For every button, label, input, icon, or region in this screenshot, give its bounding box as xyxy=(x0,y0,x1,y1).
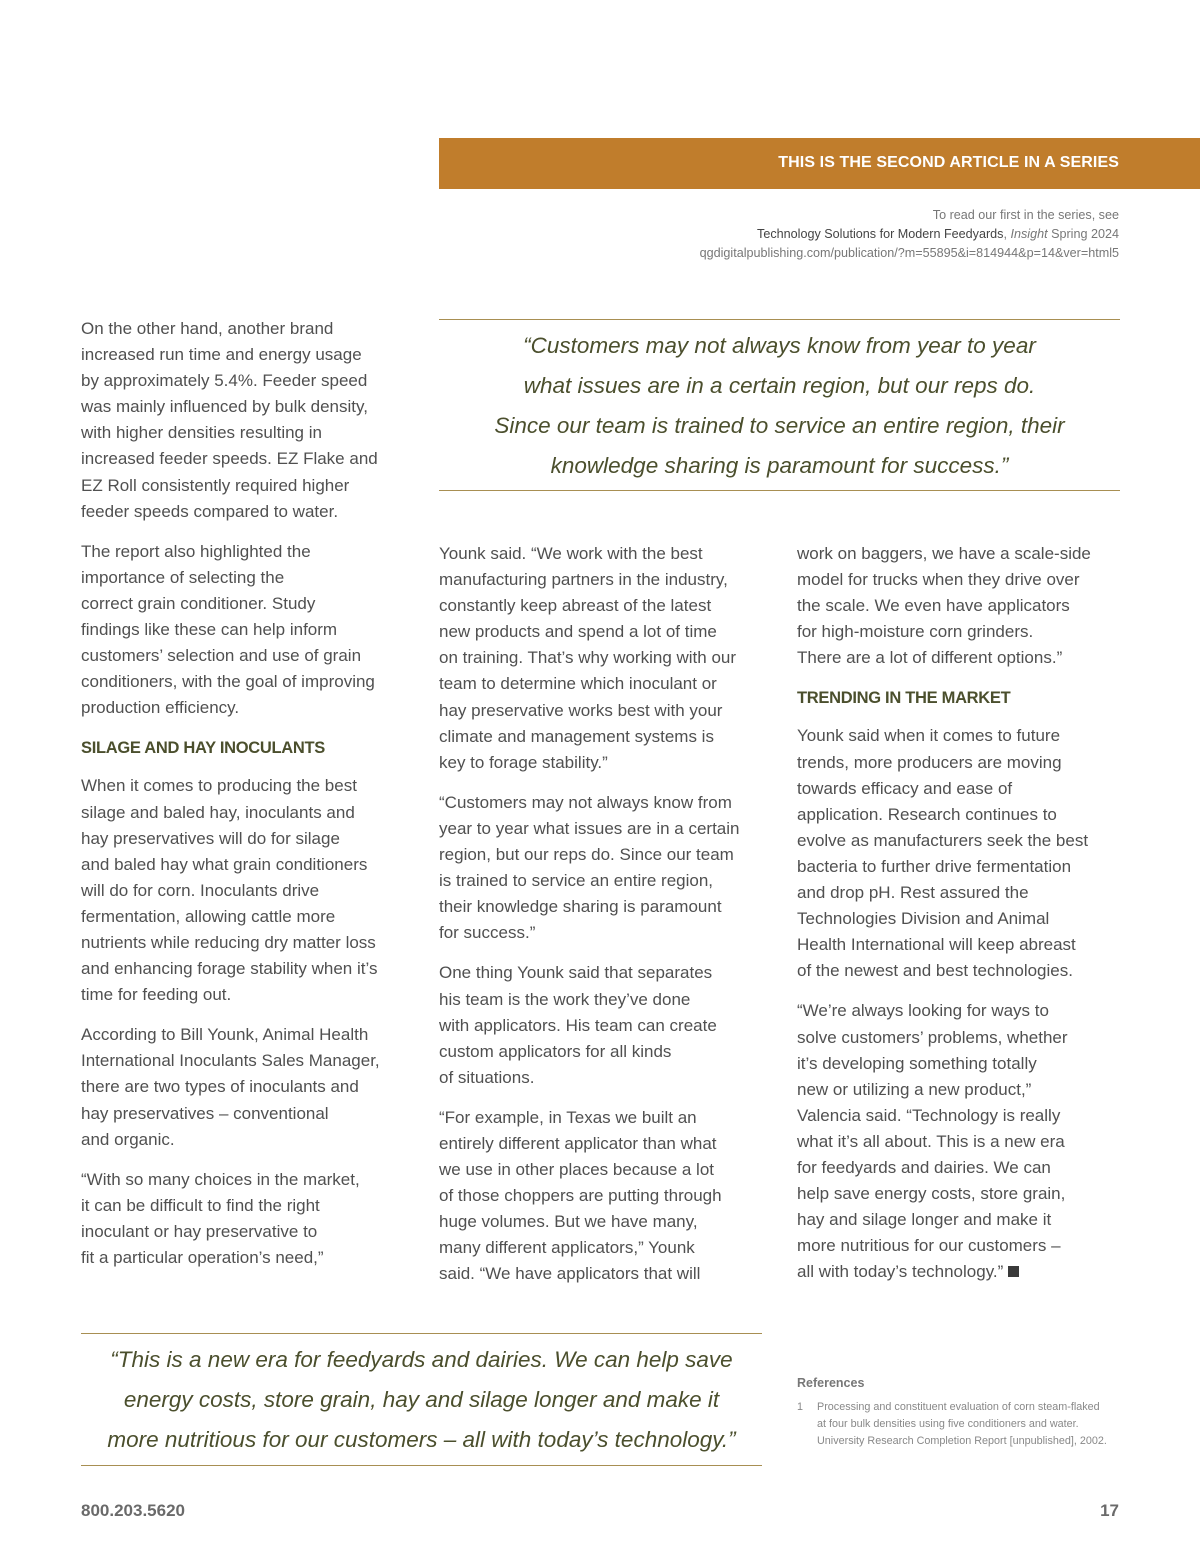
text-line: his team is the work they’ve done xyxy=(439,989,691,1009)
text-line: application. Research continues to xyxy=(797,804,1057,824)
text-line: There are a lot of different options.” xyxy=(797,648,1063,668)
text-line: On the other hand, another brand xyxy=(81,319,334,338)
section-heading-trending: TRENDING IN THE MARKET xyxy=(797,689,1011,708)
text-line: inoculant or hay preservative to xyxy=(81,1221,318,1241)
pull-quote-line: knowledge sharing is paramount for success.” xyxy=(550,453,1009,478)
text-line: trends, more producers are moving xyxy=(797,752,1062,772)
text-line: on training. That’s why working with our xyxy=(439,648,737,668)
text-line: hay preservative works best with your xyxy=(439,700,723,720)
pull-quote-line: “Customers may not always know from year to year xyxy=(523,333,1036,358)
series-note-article-title: Technology Solutions for Modern Feedyards xyxy=(757,227,1004,241)
text-line: many different applicators,” Younk xyxy=(439,1238,695,1258)
reference-number: 1 xyxy=(797,1401,804,1413)
text-line: silage and baled hay, inoculants and xyxy=(81,802,355,822)
text-line: nutrients while reducing dry matter loss xyxy=(81,932,376,952)
text-line: of situations. xyxy=(439,1067,535,1087)
text-line: what it’s all about. This is a new era xyxy=(797,1131,1065,1151)
text-line-last xyxy=(797,1259,1127,1285)
article-column-1 xyxy=(81,316,411,1285)
paragraph xyxy=(439,960,769,1090)
text-line: One thing Younk said that separates xyxy=(439,963,713,983)
pull-quote-line: Since our team is trained to service an entire region, their xyxy=(494,413,1065,438)
text-line: huge volumes. But we have many, xyxy=(439,1212,698,1232)
text-line: it can be difficult to find the right xyxy=(81,1195,320,1215)
closing-text: all with today’s technology.” xyxy=(797,1262,1004,1282)
text-line: “With so many choices in the market, xyxy=(81,1169,360,1189)
text-line: and baled hay what grain conditioners xyxy=(81,854,368,874)
text-line: findings like these can help inform xyxy=(81,620,338,640)
page-number: 17 xyxy=(1100,1501,1119,1520)
text-line: When it comes to producing the best xyxy=(81,776,357,796)
references xyxy=(797,1376,1127,1450)
text-line: and drop pH. Rest assured the xyxy=(797,883,1029,903)
text-line: by approximately 5.4%. Feeder speed xyxy=(81,371,368,391)
paragraph xyxy=(81,316,411,525)
text-line: Younk said when it comes to future xyxy=(797,726,1061,746)
text-line: there are two types of inoculants and xyxy=(81,1077,359,1097)
text-line: key to forage stability.” xyxy=(439,752,608,772)
text-line: for success.” xyxy=(439,923,536,943)
text-line: year to year what issues are in a certain xyxy=(439,818,740,838)
reference-item xyxy=(797,1399,1127,1450)
text-line: Younk said. “We work with the best xyxy=(439,544,703,563)
text-line: of the newest and best technologies. xyxy=(797,961,1073,981)
references-title: References xyxy=(797,1376,865,1390)
text-line: “For example, in Texas we built an xyxy=(439,1107,697,1127)
text-line: with applicators. His team can create xyxy=(439,1015,717,1035)
text-line: evolve as manufacturers seek the best xyxy=(797,830,1089,850)
article-column-2 xyxy=(439,541,769,1302)
text-line: fit a particular operation’s need,” xyxy=(81,1248,324,1267)
text-line: “We’re always looking for ways to xyxy=(797,1001,1049,1021)
text-line: hay preservatives will do for silage xyxy=(81,828,340,848)
series-banner xyxy=(439,138,1200,189)
text-line: EZ Roll consistently required higher xyxy=(81,475,350,495)
text-line: it’s developing something totally xyxy=(797,1053,1037,1073)
text-line: is trained to service an entire region, xyxy=(439,871,714,891)
text-line: increased feeder speeds. EZ Flake and xyxy=(81,449,378,469)
text-line: and organic. xyxy=(81,1129,175,1149)
text-line: towards efficacy and ease of xyxy=(797,778,1013,798)
text-line: Valencia said. “Technology is really xyxy=(797,1105,1061,1125)
paragraph xyxy=(439,541,769,776)
paragraph xyxy=(81,539,411,722)
end-mark-icon xyxy=(1008,1266,1019,1277)
text-line: bacteria to further drive fermentation xyxy=(797,856,1072,876)
paragraph xyxy=(797,723,1127,984)
pull-quote-bottom xyxy=(81,1333,762,1466)
text-line: was mainly influenced by bulk density, xyxy=(81,397,368,417)
paragraph xyxy=(81,773,411,1008)
series-note-intro: To read our first in the series, see xyxy=(932,208,1119,222)
text-line: correct grain conditioner. Study xyxy=(81,593,316,613)
text-line: model for trucks when they drive over xyxy=(797,570,1080,590)
text-line: feeder speeds compared to water. xyxy=(81,501,339,521)
text-line: custom applicators for all kinds xyxy=(439,1041,672,1061)
text-line: constantly keep abreast of the latest xyxy=(439,596,712,616)
text-line: Technologies Division and Animal xyxy=(797,909,1050,929)
section-heading-silage-inoculants: SILAGE AND HAY INOCULANTS xyxy=(81,739,325,758)
pull-quote-line: what issues are in a certain region, but our reps do. xyxy=(523,373,1036,398)
series-banner-label: THIS IS THE SECOND ARTICLE IN A SERIES xyxy=(778,154,1119,171)
text-line: production efficiency. xyxy=(81,698,240,718)
text-line: team to determine which inoculant or xyxy=(439,674,717,694)
paragraph xyxy=(439,1105,769,1288)
series-note-separator: , xyxy=(1003,227,1011,241)
text-line: we use in other places because a lot xyxy=(439,1160,715,1180)
text-line: their knowledge sharing is paramount xyxy=(439,897,722,917)
text-line: more nutritious for our customers – xyxy=(797,1236,1061,1256)
text-line: entirely different applicator than what xyxy=(439,1133,717,1153)
reference-line: Processing and constituent evaluation of corn steam-flaked xyxy=(817,1401,1100,1413)
text-line: of those choppers are putting through xyxy=(439,1186,722,1206)
text-line: hay preservatives – conventional xyxy=(81,1103,329,1123)
article-column-3 xyxy=(797,541,1127,1299)
text-line: conditioners, with the goal of improving xyxy=(81,672,375,692)
text-line: work on baggers, we have a scale-side xyxy=(797,544,1091,563)
pull-quote-line: “This is a new era for feedyards and dairies. We can help save xyxy=(110,1347,733,1372)
pull-quote-top xyxy=(439,319,1120,491)
paragraph xyxy=(81,1022,411,1152)
paragraph xyxy=(797,998,1127,1285)
series-note xyxy=(700,206,1119,263)
text-line: climate and management systems is xyxy=(439,726,714,746)
reference-line: University Research Completion Report [unpublished], 2002. xyxy=(817,1435,1107,1447)
text-line: new or utilizing a new product,” xyxy=(797,1079,1032,1099)
paragraph xyxy=(81,1167,411,1271)
text-line: help save energy costs, store grain, xyxy=(797,1184,1066,1204)
paragraph xyxy=(439,790,769,947)
text-line: hay and silage longer and make it xyxy=(797,1210,1052,1230)
text-line: region, but our reps do. Since our team xyxy=(439,845,734,865)
text-line: with higher densities resulting in xyxy=(81,423,322,443)
text-line: will do for corn. Inoculants drive xyxy=(81,880,320,900)
text-line: for high-moisture corn grinders. xyxy=(797,622,1034,642)
text-line: “Customers may not always know from xyxy=(439,792,732,812)
text-line: importance of selecting the xyxy=(81,567,285,587)
text-line: fermentation, allowing cattle more xyxy=(81,906,336,926)
text-line: and enhancing forage stability when it’s xyxy=(81,959,378,979)
footer-phone-number: 800.203.5620 xyxy=(81,1501,185,1520)
pull-quote-line: energy costs, store grain, hay and silage longer and make it xyxy=(123,1387,720,1412)
text-line: solve customers’ problems, whether xyxy=(797,1027,1068,1047)
text-line: The report also highlighted the xyxy=(81,541,311,561)
series-note-reference xyxy=(700,225,1119,244)
text-line: for feedyards and dairies. We can xyxy=(797,1157,1051,1177)
series-note-publication: Insight xyxy=(1010,227,1048,241)
text-line: According to Bill Younk, Animal Health xyxy=(81,1025,369,1045)
text-line: International Inoculants Sales Manager, xyxy=(81,1051,380,1071)
reference-line: at four bulk densities using five conditioners and water. xyxy=(817,1418,1079,1430)
series-note-season: Spring 2024 xyxy=(1047,227,1119,241)
paragraph xyxy=(797,541,1127,671)
text-line: new products and spend a lot of time xyxy=(439,622,717,642)
series-note-url[interactable]: qgdigitalpublishing.com/publication/?m=55895&i=814944&p=14&ver=html5 xyxy=(699,246,1119,260)
pull-quote-line: more nutritious for our customers – all with today’s technology.” xyxy=(107,1427,736,1452)
text-line: increased run time and energy usage xyxy=(81,345,362,365)
text-line: time for feeding out. xyxy=(81,985,232,1005)
text-line: manufacturing partners in the industry, xyxy=(439,570,728,590)
text-line: Health International will keep abreast xyxy=(797,935,1076,955)
text-line: customers’ selection and use of grain xyxy=(81,646,362,666)
text-line: said. “We have applicators that will xyxy=(439,1264,701,1284)
text-line: the scale. We even have applicators xyxy=(797,596,1070,616)
